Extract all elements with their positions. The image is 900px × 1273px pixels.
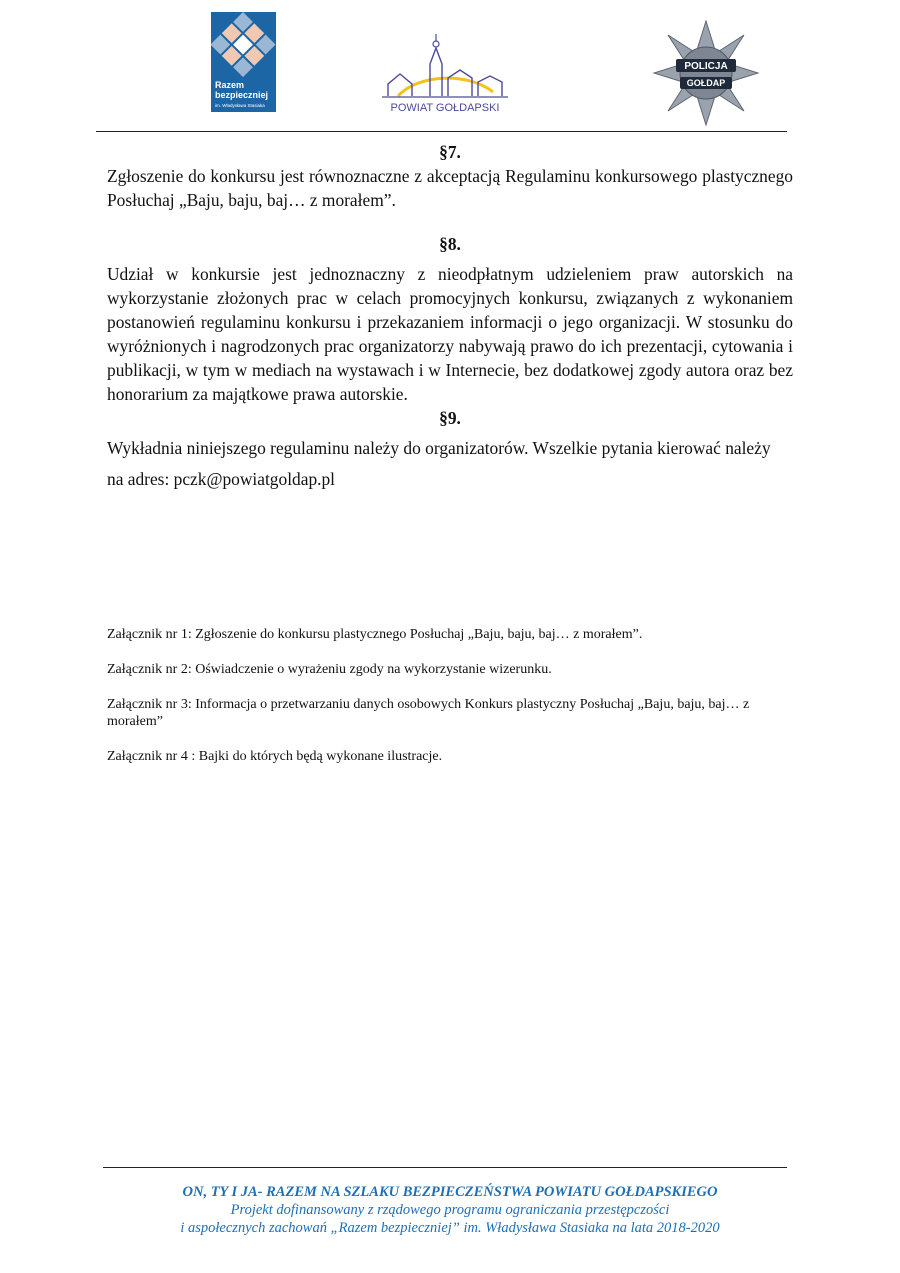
policja-logo-text-2: GOŁDAP: [686, 78, 726, 88]
razem-logo-text-2: bezpieczniej: [215, 90, 269, 100]
document-body: [107, 140, 793, 491]
header-divider: [96, 131, 787, 132]
razem-logo-text-1: Razem: [215, 80, 245, 90]
attachment-4: Załącznik nr 4 : Bajki do których będą wykonane ilustracje.: [107, 749, 443, 764]
section-9-heading: §9.: [439, 408, 461, 428]
section-8-heading: §8.: [439, 234, 461, 254]
razem-logo-text-3: im. Władysława Stasiaka: [215, 103, 265, 108]
section-9-paragraph-line-1: Wykładnia niniejszego regulaminu należy do organizatorów. Wszelkie pytania kierować należy: [107, 438, 771, 458]
section-7-heading: §7.: [439, 142, 461, 162]
section-7-paragraph: Zgłoszenie do konkursu jest równoznaczne z akceptacją Regulaminu konkursowego plastycznego Posłuchaj „Baju, baju, baj… z morałem”.: [107, 166, 793, 210]
footer-divider: [103, 1167, 787, 1168]
attachment-2: Załącznik nr 2: Oświadczenie o wyrażeniu zgody na wykorzystanie wizerunku.: [107, 662, 552, 677]
attachment-1: Załącznik nr 1: Zgłoszenie do konkursu plastycznego Posłuchaj „Baju, baju, baj… z morałem”.: [107, 627, 643, 642]
razem-bezpieczniej-logo: [211, 12, 276, 112]
powiat-goldapski-logo: [378, 34, 512, 116]
powiat-logo-text: POWIAT GOŁDAPSKI: [390, 102, 500, 114]
section-8-paragraph: Udział w konkursie jest jednoznaczny z nieodpłatnym udzieleniem praw autorskich na wykorzystanie złożonych prac w celach promocyjnych konkursu, związanych z wykonaniem postanowień regulaminu konkursu i przekazaniem informacji o jego organizacji. W stosunku do wyróżnionych i nagrodzonych prac organizatorzy nabywają prawo do ich prezentacji, cytowania i publikacji, w tym w mediach na wystawach i w Internecie, bez dodatkowej zgody autora oraz bez honorarium za majątkowe prawa autorskie.: [107, 264, 793, 404]
policja-logo-text-1: POLICJA: [684, 61, 728, 72]
footer-title: ON, TY I JA- RAZEM NA SZLAKU BEZPIECZEŃSTWA POWIATU GOŁDAPSKIEGO: [182, 1184, 718, 1200]
policja-goldap-logo: [650, 20, 762, 126]
footer-line-1: Projekt dofinansowany z rządowego programu ograniczania przestępczości: [230, 1202, 670, 1218]
section-9-paragraph-line-2: na adres: pczk@powiatgoldap.pl: [107, 469, 336, 489]
attachment-3: Załącznik nr 3: Informacja o przetwarzaniu danych osobowych Konkurs plastyczny Posłuchaj „Baju, baju, baj… z morałem”: [107, 697, 750, 729]
footer-line-2: i aspołecznych zachowań „Razem bezpieczniej” im. Władysława Stasiaka na lata 2018-2020: [180, 1220, 720, 1236]
